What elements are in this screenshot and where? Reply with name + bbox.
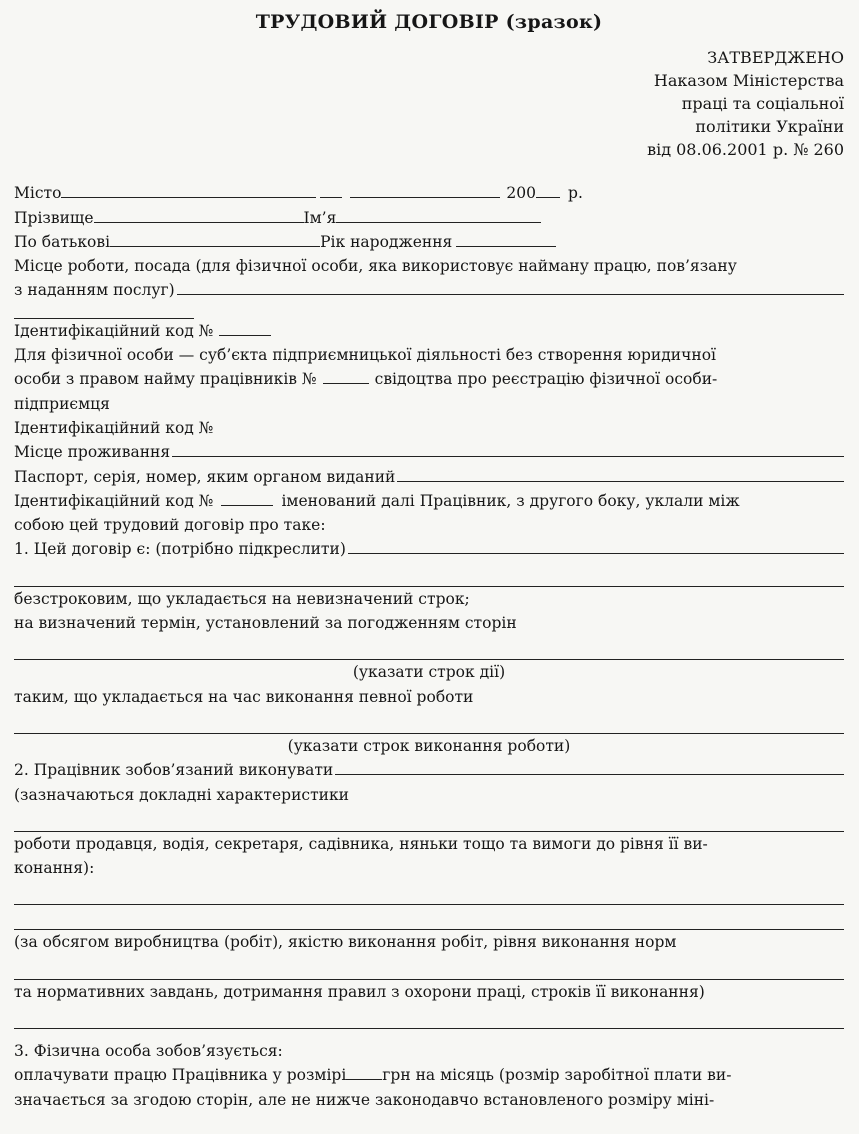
workplace-field-2[interactable]	[14, 303, 194, 319]
fixed-term-note: (указати строк дії)	[352, 663, 506, 682]
certificate-number-field[interactable]	[323, 368, 369, 384]
patronymic-label: По батькові	[14, 232, 111, 251]
city-date-row	[14, 181, 844, 205]
section-2-heading: 2. Працівник зобов’язаний виконувати	[14, 761, 334, 780]
salary-row	[14, 1063, 844, 1087]
entrepreneur-line-2: особи з правом найму працівників №	[14, 370, 317, 389]
year-prefix: 200	[506, 184, 537, 203]
year-field[interactable]	[536, 182, 560, 198]
duties-line-5[interactable]	[14, 1004, 844, 1029]
id-code-label: Ідентифікаційний код №	[14, 321, 214, 340]
section-1-heading: 1. Цей договір є: (потрібно підкреслити)	[14, 540, 346, 559]
approval-line-4: політики України	[695, 117, 844, 137]
duties-note-4: (за обсягом виробництва (робіт), якістю виконання робіт, рівня виконання норм	[14, 933, 677, 952]
section-1-field[interactable]	[348, 537, 844, 554]
salary-text-1: оплачувати працю Працівника у розмірі	[14, 1066, 347, 1085]
name-field[interactable]	[336, 207, 541, 223]
duties-line-3[interactable]	[14, 905, 844, 930]
workplace-field[interactable]	[177, 278, 844, 295]
option-fixed-term: на визначений термін, установлений за погодженням сторін	[14, 614, 517, 633]
document-title: ТРУДОВИЙ ДОГОВІР (зразок)	[255, 11, 603, 33]
patronymic-field[interactable]	[110, 231, 320, 247]
id-code-row-3	[14, 489, 844, 513]
named-text: іменований далі Працівник, з другого боку, уклали між	[281, 491, 740, 510]
spacer	[14, 1029, 844, 1039]
passport-label: Паспорт, серія, номер, яким органом виданий	[14, 467, 396, 486]
id-code-label-3: Ідентифікаційний код №	[14, 491, 214, 510]
approval-line-3: праці та соціальної	[681, 94, 844, 114]
surname-row	[14, 206, 844, 230]
salary-text-3: значається за згодою сторін, але не нижче законодавчо встановленого розміру міні-	[14, 1090, 715, 1109]
option-task-based: таким, що укладається на час виконання певної роботи	[14, 687, 474, 706]
duties-line-4[interactable]	[14, 955, 844, 980]
passport-field[interactable]	[397, 465, 844, 482]
duties-field[interactable]	[335, 758, 844, 775]
duties-note-2: роботи продавця, водія, секретаря, садівника, няньки тощо та вимоги до рівня її ви-	[14, 834, 708, 853]
duties-note-5: та нормативних завдань, дотримання правил з охорони праці, строків її виконання)	[14, 982, 705, 1001]
duties-line-2[interactable]	[14, 880, 844, 905]
workplace-row	[14, 278, 844, 302]
task-based-line[interactable]	[14, 709, 844, 734]
surname-field[interactable]	[94, 207, 304, 223]
option-indefinite: безстроковим, що укладається на невизначений строк;	[14, 589, 470, 608]
named-text-2: собою цей трудовий договір про таке:	[14, 516, 326, 535]
residence-label: Місце проживання	[14, 443, 171, 462]
entrepreneur-line-3: підприємця	[14, 394, 110, 413]
section-1-blank-line[interactable]	[14, 562, 844, 587]
birth-year-field[interactable]	[456, 231, 556, 247]
id-code-row-2	[14, 416, 844, 440]
id-code-field[interactable]	[219, 320, 271, 336]
duties-note-3: конання):	[14, 859, 95, 878]
approval-line-1: ЗАТВЕРДЖЕНО	[707, 48, 844, 68]
entrepreneur-line-2b: свідоцтва про реєстрацію фізичної особи-	[374, 370, 718, 389]
entrepreneur-row-2	[14, 367, 844, 391]
residence-field[interactable]	[172, 440, 844, 457]
approval-line-2: Наказом Міністерства	[653, 71, 844, 91]
workplace-label-1: Місце роботи, посада (для фізичної особи, яка використовує найману працю, пов’язану	[14, 257, 737, 276]
workplace-label-2: з наданням послуг)	[14, 281, 175, 300]
patronymic-row	[14, 230, 844, 254]
section-2-heading-row	[14, 758, 844, 782]
residence-row	[14, 440, 844, 464]
entrepreneur-line-1: Для фізичної особи — суб’єкта підприємницької діяльності без створення юридичної	[14, 346, 716, 365]
fixed-term-line[interactable]	[14, 635, 844, 660]
name-label: Ім’я	[303, 208, 337, 227]
task-based-note: (указати строк виконання роботи)	[287, 736, 571, 755]
month-field[interactable]	[350, 182, 500, 198]
duties-line-1[interactable]	[14, 807, 844, 832]
id-code-row	[14, 319, 844, 343]
city-label: Місто	[14, 184, 62, 203]
salary-field[interactable]	[346, 1064, 382, 1080]
id-code-field-3[interactable]	[221, 490, 273, 506]
passport-row	[14, 465, 844, 489]
year-suffix: р.	[568, 184, 583, 203]
contract-page	[14, 10, 844, 1112]
section-1-heading-row	[14, 537, 844, 561]
approval-line-5: від 08.06.2001 р. № 260	[647, 140, 844, 160]
duties-note-1: (зазначаються докладні характеристики	[14, 785, 349, 804]
surname-label: Прізвище	[14, 208, 94, 227]
id-code-label-2: Ідентифікаційний код №	[14, 418, 214, 437]
approval-block	[14, 46, 844, 161]
city-field[interactable]	[61, 182, 316, 198]
day-field[interactable]	[320, 182, 342, 198]
salary-text-2: грн на місяць (розмір заробітної плати ви-	[382, 1066, 732, 1085]
section-3-heading: 3. Фізична особа зобов’язується:	[14, 1042, 283, 1061]
workplace-row-2	[14, 303, 844, 319]
birth-year-label: Рік народження	[320, 232, 453, 251]
